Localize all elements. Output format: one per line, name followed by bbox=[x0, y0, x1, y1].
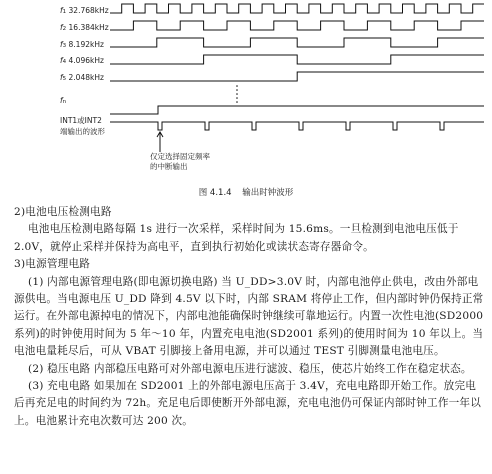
body-text bbox=[14, 204, 484, 430]
int-output-label: INT1或INT2 bbox=[60, 116, 102, 125]
signal-label-fn: fn bbox=[60, 96, 67, 105]
continuation-dot bbox=[236, 97, 238, 99]
continuation-dot bbox=[236, 85, 238, 87]
waveform-f4 bbox=[110, 55, 484, 64]
waveform-int-output bbox=[110, 122, 484, 130]
signal-label-f1: f1 32.768kHz bbox=[60, 6, 109, 15]
int-output-label-2: 端输出的波形 bbox=[60, 127, 105, 136]
waveform-fn bbox=[110, 106, 484, 114]
signal-label-f2: f2 16.384kHz bbox=[60, 23, 109, 32]
signal-label-f5: f5 2.048kHz bbox=[60, 73, 104, 82]
waveform-f3 bbox=[110, 38, 484, 47]
annotation-text-2: 的中断输出 bbox=[150, 162, 188, 171]
continuation-dot bbox=[236, 89, 238, 91]
paragraph-battery-detect: 电池电压检测电路每隔 1s 进行一次采样，采样时间为 15.6ms。一旦检测到电池电压低于 2.0V，就停止采样并保持为高电平，直到执行初始化或读状态寄存器命令。 bbox=[14, 223, 459, 253]
caption-title: 输出时钟波形 bbox=[242, 188, 294, 198]
signal-label-f4: f4 4.096kHz bbox=[60, 56, 104, 65]
clock-waveform-figure bbox=[0, 0, 492, 200]
paragraph-charging: (3) 充电电路 如果加在 SD2001 上的外部电源电压高于 3.4V，充电电路即开始工作。放完电后再充足电的时间约为 72h。充足电后即使断开外部电源，充电电池仍可保证内部时钟工作一年以上。电池累计充电次数可达 200 次。 bbox=[14, 380, 482, 427]
caption-number: 图 4.1.4 bbox=[198, 188, 232, 198]
heading-battery-detect: 2)电池电压检测电路 bbox=[14, 206, 112, 218]
continuation-dot bbox=[236, 93, 238, 95]
heading-power-management: 3)电源管理电路 bbox=[14, 258, 91, 271]
paragraph-regulator: (2) 稳压电路 内部稳压电路可对外部电源电压进行滤波、稳压，使芯片始终工作在稳定状态。 bbox=[28, 362, 472, 375]
continuation-dot bbox=[236, 101, 238, 103]
waveform-f1 bbox=[110, 4, 484, 13]
annotation-text-1: 仅定选择固定频率 bbox=[150, 152, 210, 161]
figure-caption bbox=[0, 186, 492, 198]
signal-label-f3: f3 8.192kHz bbox=[60, 40, 104, 49]
paragraph-internal-power: (1) 内部电源管理电路(即电源切换电路) 当 U_DD>3.0V 时，内部电池停止供电，改由外部电源供电。当电源电压 U_DD 降到 4.5V 以下时，内部 SRAM 将停止工作，但内部时钟仍保持正常运行。在外部电源掉电的情况下，内部电池能确保时钟继续可靠地运行。内置一次性电池(SD2000 系列)的时钟使用时间为 5 年～10 年，内置充电电池(SD2001 系列)的使用时间为 10 年以上。当电池电量耗尽后，可从 VBAT 引脚接上备用电源，并可以通过 TEST 引脚测量电池电压。 bbox=[14, 275, 484, 358]
waveform-f5 bbox=[110, 72, 484, 81]
waveform-f2 bbox=[110, 21, 484, 30]
